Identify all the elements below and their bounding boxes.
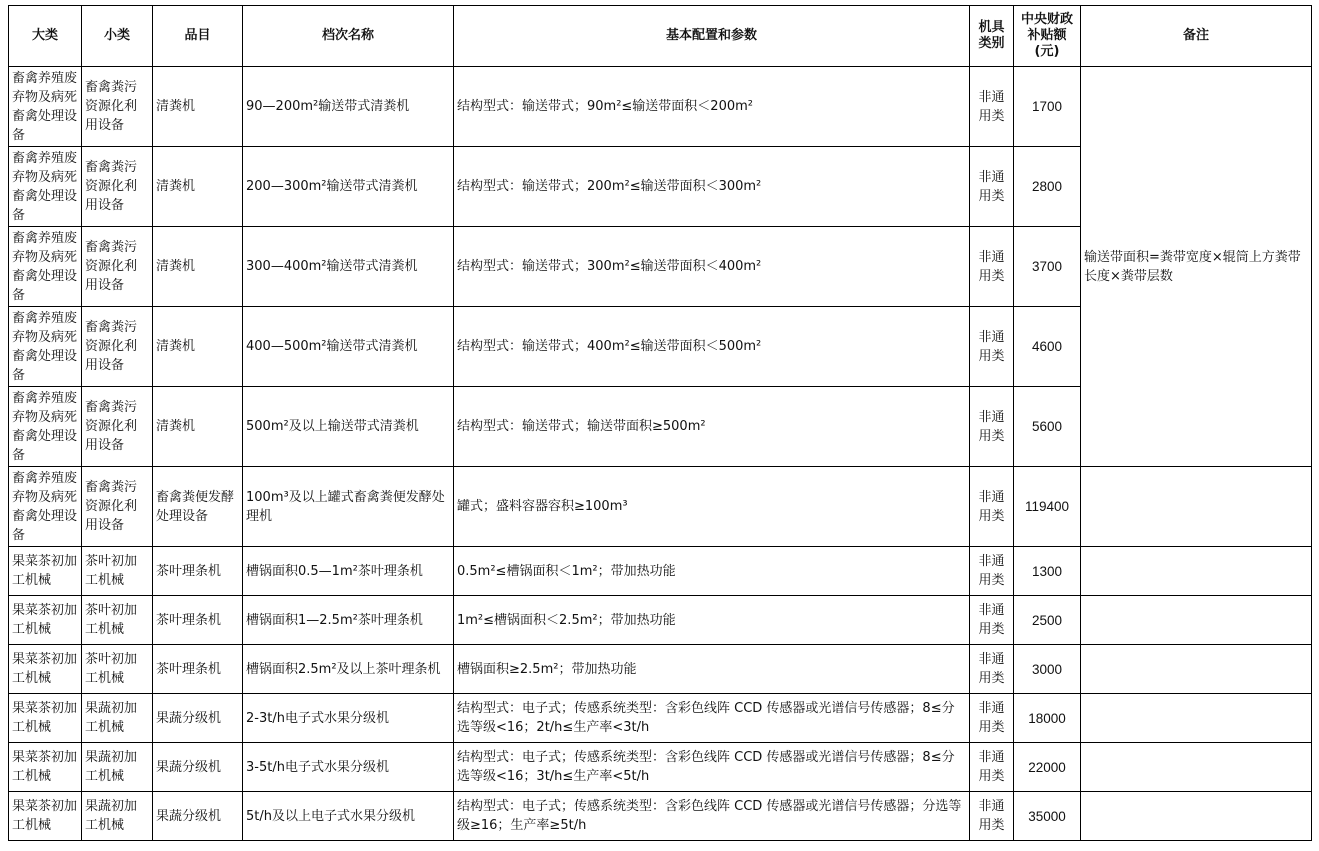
table-row [9, 547, 1312, 596]
cell-config: 结构型式：输送带式；400m²≤输送带面积＜500m² [454, 307, 970, 387]
cell-config: 结构型式：输送带式；300m²≤输送带面积＜400m² [454, 227, 970, 307]
cell-type: 非通用类 [970, 792, 1014, 841]
cell-config: 罐式；盛料容器容积≥100m³ [454, 467, 970, 547]
cell-note-merged: 输送带面积=粪带宽度×辊筒上方粪带长度×粪带层数 [1081, 67, 1312, 467]
table-row [9, 792, 1312, 841]
cell-note [1081, 596, 1312, 645]
cell-config: 结构型式：电子式；传感系统类型：含彩色线阵 CCD 传感器或光谱信号传感器；8≤分选等级<16；3t/h≤生产率<5t/h [454, 743, 970, 792]
header-subsidy: 中央财政补贴额(元) [1014, 6, 1081, 67]
cell-type: 非通用类 [970, 67, 1014, 147]
header-row [9, 6, 1312, 67]
header-grade: 档次名称 [243, 6, 454, 67]
cell-subsidy: 3700 [1014, 227, 1081, 307]
cell-type: 非通用类 [970, 387, 1014, 467]
cell-type: 非通用类 [970, 547, 1014, 596]
subsidy-table [8, 5, 1312, 841]
cell-item: 果蔬分级机 [153, 694, 243, 743]
table-row [9, 596, 1312, 645]
cell-grade: 90—200m²输送带式清粪机 [243, 67, 454, 147]
cell-type: 非通用类 [970, 694, 1014, 743]
cell-subsidy: 35000 [1014, 792, 1081, 841]
cell-grade: 槽锅面积1—2.5m²茶叶理条机 [243, 596, 454, 645]
cell-subsidy: 3000 [1014, 645, 1081, 694]
cell-category: 果菜茶初加工机械 [9, 547, 82, 596]
cell-subsidy: 2500 [1014, 596, 1081, 645]
header-category: 大类 [9, 6, 82, 67]
cell-subsidy: 119400 [1014, 467, 1081, 547]
cell-grade: 400—500m²输送带式清粪机 [243, 307, 454, 387]
cell-note [1081, 792, 1312, 841]
cell-subcategory: 果蔬初加工机械 [82, 694, 153, 743]
cell-subcategory: 茶叶初加工机械 [82, 645, 153, 694]
cell-item: 清粪机 [153, 147, 243, 227]
cell-item: 果蔬分级机 [153, 792, 243, 841]
cell-subsidy: 1300 [1014, 547, 1081, 596]
table-row [9, 743, 1312, 792]
table-row [9, 645, 1312, 694]
cell-type: 非通用类 [970, 467, 1014, 547]
cell-subcategory: 畜禽粪污资源化利用设备 [82, 227, 153, 307]
cell-subcategory: 畜禽粪污资源化利用设备 [82, 307, 153, 387]
cell-category: 畜禽养殖废弃物及病死畜禽处理设备 [9, 467, 82, 547]
cell-config: 结构型式：电子式；传感系统类型：含彩色线阵 CCD 传感器或光谱信号传感器；分选等级≥16；生产率≥5t/h [454, 792, 970, 841]
cell-subsidy: 5600 [1014, 387, 1081, 467]
cell-subcategory: 果蔬初加工机械 [82, 792, 153, 841]
cell-item: 清粪机 [153, 67, 243, 147]
cell-subsidy: 18000 [1014, 694, 1081, 743]
cell-config: 结构型式：输送带式；输送带面积≥500m² [454, 387, 970, 467]
cell-item: 茶叶理条机 [153, 547, 243, 596]
cell-config: 1m²≤槽锅面积＜2.5m²；带加热功能 [454, 596, 970, 645]
cell-note [1081, 645, 1312, 694]
cell-grade: 槽锅面积2.5m²及以上茶叶理条机 [243, 645, 454, 694]
cell-config: 结构型式：输送带式；90m²≤输送带面积＜200m² [454, 67, 970, 147]
cell-category: 果菜茶初加工机械 [9, 792, 82, 841]
cell-note [1081, 743, 1312, 792]
cell-subcategory: 茶叶初加工机械 [82, 596, 153, 645]
cell-subsidy: 1700 [1014, 67, 1081, 147]
cell-type: 非通用类 [970, 227, 1014, 307]
cell-category: 畜禽养殖废弃物及病死畜禽处理设备 [9, 307, 82, 387]
cell-grade: 3-5t/h电子式水果分级机 [243, 743, 454, 792]
cell-category: 畜禽养殖废弃物及病死畜禽处理设备 [9, 227, 82, 307]
cell-grade: 500m²及以上输送带式清粪机 [243, 387, 454, 467]
cell-type: 非通用类 [970, 147, 1014, 227]
cell-item: 畜禽粪便发酵处理设备 [153, 467, 243, 547]
cell-note [1081, 547, 1312, 596]
cell-config: 槽锅面积≥2.5m²；带加热功能 [454, 645, 970, 694]
header-type: 机具类别 [970, 6, 1014, 67]
cell-item: 清粪机 [153, 307, 243, 387]
header-subcategory: 小类 [82, 6, 153, 67]
cell-grade: 100m³及以上罐式畜禽粪便发酵处理机 [243, 467, 454, 547]
cell-grade: 200—300m²输送带式清粪机 [243, 147, 454, 227]
cell-category: 畜禽养殖废弃物及病死畜禽处理设备 [9, 147, 82, 227]
cell-category: 果菜茶初加工机械 [9, 645, 82, 694]
header-note: 备注 [1081, 6, 1312, 67]
cell-type: 非通用类 [970, 645, 1014, 694]
cell-config: 结构型式：电子式；传感系统类型：含彩色线阵 CCD 传感器或光谱信号传感器；8≤分选等级<16；2t/h≤生产率<3t/h [454, 694, 970, 743]
table-row [9, 467, 1312, 547]
cell-item: 茶叶理条机 [153, 645, 243, 694]
cell-config: 0.5m²≤槽锅面积＜1m²；带加热功能 [454, 547, 970, 596]
cell-grade: 2-3t/h电子式水果分级机 [243, 694, 454, 743]
table-row [9, 67, 1312, 147]
header-config: 基本配置和参数 [454, 6, 970, 67]
cell-subcategory: 畜禽粪污资源化利用设备 [82, 467, 153, 547]
header-item: 品目 [153, 6, 243, 67]
table-row [9, 694, 1312, 743]
cell-grade: 300—400m²输送带式清粪机 [243, 227, 454, 307]
cell-category: 畜禽养殖废弃物及病死畜禽处理设备 [9, 67, 82, 147]
cell-category: 畜禽养殖废弃物及病死畜禽处理设备 [9, 387, 82, 467]
cell-category: 果菜茶初加工机械 [9, 743, 82, 792]
cell-subcategory: 畜禽粪污资源化利用设备 [82, 147, 153, 227]
cell-config: 结构型式：输送带式；200m²≤输送带面积＜300m² [454, 147, 970, 227]
cell-type: 非通用类 [970, 743, 1014, 792]
cell-category: 果菜茶初加工机械 [9, 596, 82, 645]
cell-subcategory: 茶叶初加工机械 [82, 547, 153, 596]
cell-subcategory: 畜禽粪污资源化利用设备 [82, 67, 153, 147]
cell-item: 清粪机 [153, 227, 243, 307]
cell-item: 果蔬分级机 [153, 743, 243, 792]
cell-item: 茶叶理条机 [153, 596, 243, 645]
cell-subcategory: 果蔬初加工机械 [82, 743, 153, 792]
cell-subsidy: 2800 [1014, 147, 1081, 227]
cell-subsidy: 22000 [1014, 743, 1081, 792]
cell-note [1081, 694, 1312, 743]
cell-note [1081, 467, 1312, 547]
cell-grade: 5t/h及以上电子式水果分级机 [243, 792, 454, 841]
cell-item: 清粪机 [153, 387, 243, 467]
cell-subcategory: 畜禽粪污资源化利用设备 [82, 387, 153, 467]
cell-subsidy: 4600 [1014, 307, 1081, 387]
cell-type: 非通用类 [970, 307, 1014, 387]
cell-type: 非通用类 [970, 596, 1014, 645]
cell-category: 果菜茶初加工机械 [9, 694, 82, 743]
cell-grade: 槽锅面积0.5—1m²茶叶理条机 [243, 547, 454, 596]
